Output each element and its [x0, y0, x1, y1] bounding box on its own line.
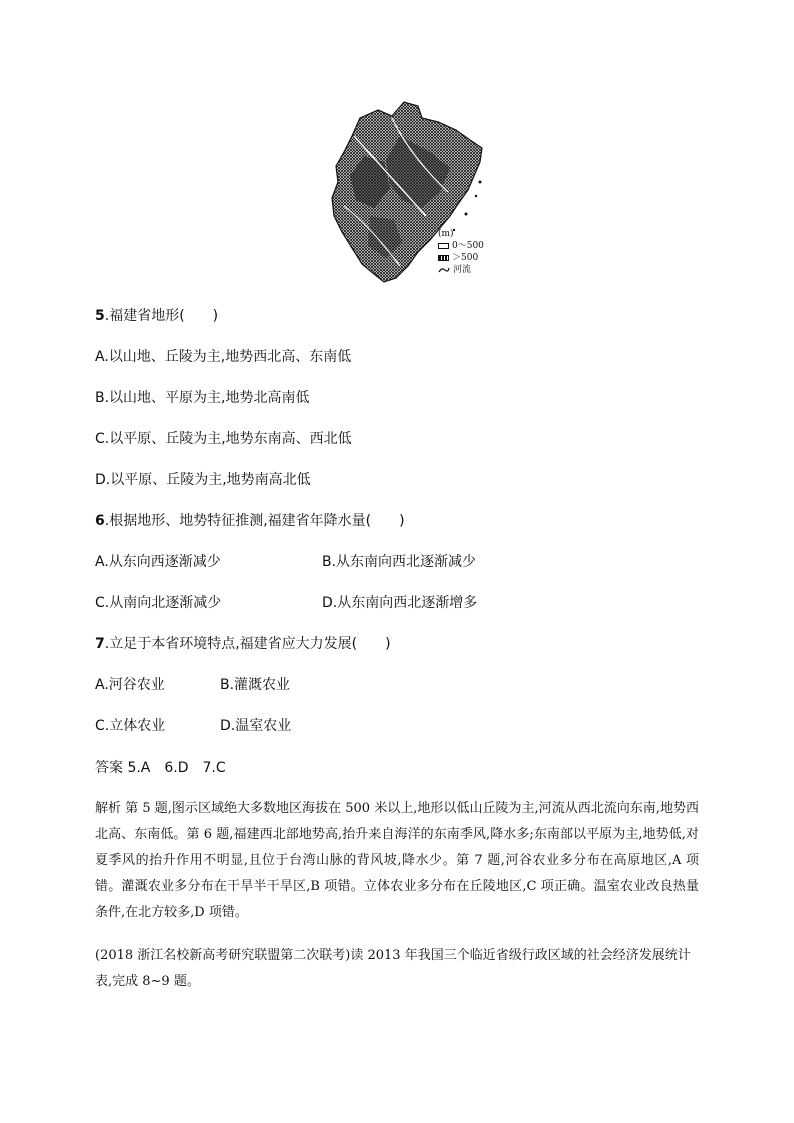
legend-unit: (m)	[438, 229, 454, 239]
question-7-option-a: A.河谷农业	[95, 677, 165, 693]
question-5-option-b: B.以山地、平原为主,地势北高南低	[95, 390, 310, 406]
question-5-option-d: D.以平原、丘陵为主,地势南高北低	[95, 472, 311, 488]
analysis-paragraph	[95, 796, 699, 926]
analysis-label: 解析	[95, 801, 122, 816]
question-number: 5	[95, 308, 105, 324]
question-5-option-a: A.以山地、丘陵为主,地势西北高、东南低	[95, 349, 352, 365]
question-7-option-d: D.温室农业	[220, 718, 292, 734]
map-legend	[438, 228, 484, 276]
legend-high-label: ＞500	[452, 253, 479, 263]
legend-low-swatch	[438, 243, 449, 249]
legend-high-swatch	[438, 255, 449, 261]
question-number: 7	[95, 636, 105, 652]
question-number: 6	[95, 513, 105, 529]
legend-low-label: 0～500	[452, 241, 484, 251]
question-6-option-d: D.从东南向西北逐渐增多	[322, 595, 478, 611]
next-question-intro: (2018 浙江名校新高考研究联盟第二次联考)读 2013 年我国三个临近省级行政区域的社会经济发展统计表,完成 8~9 题。	[95, 948, 691, 989]
question-7-option-b: B.灌溉农业	[220, 677, 291, 693]
question-6-option-b: B.从东南向西北逐渐减少	[322, 554, 477, 570]
river-icon	[438, 266, 450, 274]
question-stem: .根据地形、地势特征推测,福建省年降水量( )	[104, 513, 405, 529]
question-6-option-c: C.从南向北逐渐减少	[95, 595, 222, 611]
analysis-text: 第 5 题,图示区域绝大多数地区海拔在 500 米以上,地形以低山丘陵为主,河流从西北流向东南,地势西北高、东南低。第 6 题,福建西北部地势高,抬升来自海洋的东南季风,降水多;东南部以平原为主,地势低,对夏季风的抬升作用不明显,且位于台湾山脉的背风坡,降水少。第 7 题,河谷农业多分布在高原地区,A 项错。灌溉农业多分布在干旱半干旱区,B 项错。立体农业多分布在丘陵地区,C 项正确。温室农业改良热量条件,在北方较多,D 项错。	[95, 801, 699, 920]
question-6	[95, 512, 405, 530]
question-5-option-c: C.以平原、丘陵为主,地势东南高、西北低	[95, 431, 352, 447]
question-7	[95, 635, 391, 653]
question-6-option-a: A.从东向西逐渐减少	[95, 554, 221, 570]
question-stem: .福建省地形( )	[104, 308, 219, 324]
answer-key: 答案 5.A 6.D 7.C	[95, 760, 226, 776]
legend-river-label: 河流	[453, 265, 472, 275]
question-stem: .立足于本省环境特点,福建省应大力发展( )	[104, 636, 391, 652]
question-5	[95, 307, 218, 325]
question-7-option-c: C.立体农业	[95, 718, 166, 734]
